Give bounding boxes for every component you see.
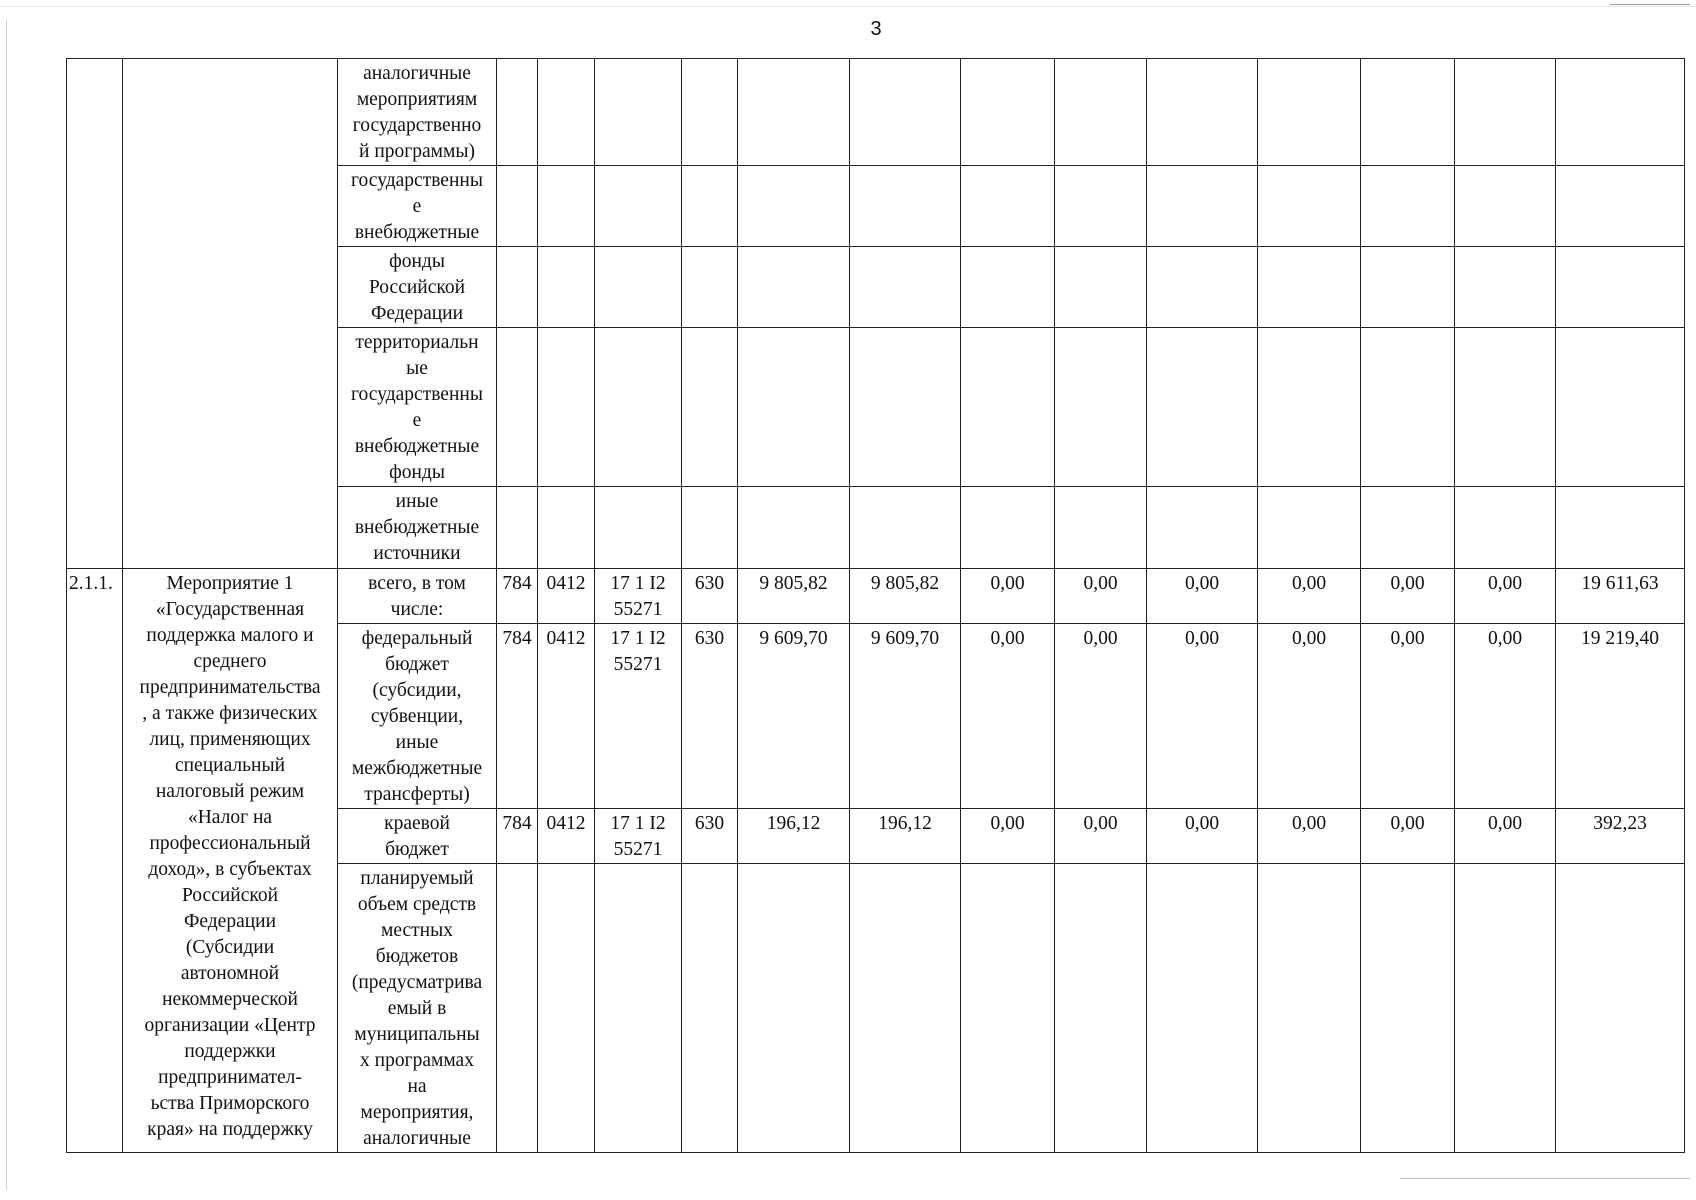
empty-cell [1147,487,1258,569]
expense-type-code: 630 [682,624,738,809]
empty-cell [850,864,961,1153]
value-cell: 0,00 [1258,624,1361,809]
empty-cell [738,247,850,328]
empty-cell [497,59,538,166]
empty-cell [595,487,682,569]
scan-artifact-top-right [1610,4,1690,5]
empty-cell [682,328,738,487]
empty-cell [595,864,682,1153]
measure-name: Мероприятие 1 «Государственная поддержка малого и среднего предпринимательства , а также физических лиц, применяющих специальный налоговый режим «Налог на профессиональный доход», в субъектах Российской Федерации (Субсидии автономной некоммерческой организации «Центр поддержки предпринимател- ьства Приморского края» на поддержку [123,569,338,1153]
empty-cell [961,328,1055,487]
target-article-code: 17 1 I2 55271 [595,809,682,864]
empty-cell [1361,59,1455,166]
value-cell: 0,00 [1455,569,1556,624]
funding-source: всего, в том числе: [338,569,497,624]
empty-cell [961,59,1055,166]
empty-cell [1455,864,1556,1153]
value-cell: 196,12 [738,809,850,864]
section-code: 0412 [538,569,595,624]
value-cell: 0,00 [1455,809,1556,864]
scan-artifact-top [0,6,1696,7]
empty-cell [1258,864,1361,1153]
grbs-code: 784 [497,809,538,864]
empty-cell [1147,247,1258,328]
grbs-code: 784 [497,624,538,809]
empty-cell [497,166,538,247]
empty-cell [1455,487,1556,569]
empty-cell [1055,328,1147,487]
empty-cell [538,59,595,166]
funding-source: территориальн ые государственны е внебюджетные фонды [338,328,497,487]
empty-cell [595,59,682,166]
empty-cell [1055,59,1147,166]
empty-cell [1455,328,1556,487]
section-code: 0412 [538,624,595,809]
empty-cell [497,328,538,487]
empty-cell [682,166,738,247]
value-cell: 9 805,82 [850,569,961,624]
value-cell: 0,00 [1147,809,1258,864]
empty-cell [1556,166,1685,247]
empty-cell [497,487,538,569]
empty-cell [961,166,1055,247]
empty-cell [850,166,961,247]
empty-cell [1147,328,1258,487]
funding-source: краевой бюджет [338,809,497,864]
funding-source: фонды Российской Федерации [338,247,497,328]
value-cell: 0,00 [1147,569,1258,624]
empty-cell [497,864,538,1153]
measure-name-cell [123,59,338,569]
value-cell: 0,00 [961,809,1055,864]
funding-source: аналогичные мероприятиям государственно й программы) [338,59,497,166]
empty-cell [1258,247,1361,328]
empty-cell [850,247,961,328]
empty-cell [961,864,1055,1153]
empty-cell [1556,487,1685,569]
empty-cell [738,166,850,247]
empty-cell [1361,328,1455,487]
empty-cell [1147,59,1258,166]
funding-source: планируемый объем средств местных бюджетов (предусматрива емый в муниципальны х программах на мероприятия, аналогичные [338,864,497,1153]
value-cell: 0,00 [1055,624,1147,809]
value-cell: 0,00 [961,569,1055,624]
value-cell: 0,00 [1455,624,1556,809]
section-code: 0412 [538,809,595,864]
measure-number: 2.1.1. [67,569,123,1153]
empty-cell [738,864,850,1153]
empty-cell [538,166,595,247]
value-cell: 9 805,82 [738,569,850,624]
total-cell: 392,23 [1556,809,1685,864]
empty-cell [538,247,595,328]
scan-artifact-left [6,20,7,1190]
empty-cell [1055,864,1147,1153]
expense-type-code: 630 [682,569,738,624]
empty-cell [682,247,738,328]
row-number-cell [67,59,123,569]
empty-cell [595,166,682,247]
table-row [67,569,1685,624]
value-cell: 0,00 [961,624,1055,809]
empty-cell [1361,166,1455,247]
empty-cell [1055,487,1147,569]
empty-cell [850,328,961,487]
value-cell: 0,00 [1055,809,1147,864]
empty-cell [1556,59,1685,166]
page-number: 3 [870,18,882,40]
budget-table [66,58,1685,1153]
empty-cell [1147,864,1258,1153]
empty-cell [1258,166,1361,247]
empty-cell [1147,166,1258,247]
total-cell: 19 611,63 [1556,569,1685,624]
total-cell: 19 219,40 [1556,624,1685,809]
value-cell: 0,00 [1361,809,1455,864]
value-cell: 0,00 [1361,569,1455,624]
value-cell: 9 609,70 [850,624,961,809]
value-cell: 0,00 [1361,624,1455,809]
empty-cell [738,59,850,166]
funding-source: государственны е внебюджетные [338,166,497,247]
value-cell: 9 609,70 [738,624,850,809]
empty-cell [1556,864,1685,1153]
empty-cell [682,59,738,166]
empty-cell [850,487,961,569]
empty-cell [961,487,1055,569]
empty-cell [1455,247,1556,328]
empty-cell [961,247,1055,328]
empty-cell [1258,328,1361,487]
empty-cell [1455,59,1556,166]
empty-cell [850,59,961,166]
empty-cell [738,328,850,487]
funding-source: иные внебюджетные источники [338,487,497,569]
empty-cell [1361,864,1455,1153]
empty-cell [1258,59,1361,166]
expense-type-code: 630 [682,809,738,864]
value-cell: 0,00 [1055,569,1147,624]
empty-cell [1258,487,1361,569]
empty-cell [682,487,738,569]
value-cell: 0,00 [1147,624,1258,809]
empty-cell [1361,487,1455,569]
empty-cell [682,864,738,1153]
scan-artifact-bottom [1400,1178,1690,1179]
empty-cell [1455,166,1556,247]
target-article-code: 17 1 I2 55271 [595,624,682,809]
value-cell: 0,00 [1258,809,1361,864]
empty-cell [538,864,595,1153]
grbs-code: 784 [497,569,538,624]
empty-cell [538,328,595,487]
empty-cell [497,247,538,328]
table-row [67,59,1685,166]
empty-cell [1556,328,1685,487]
empty-cell [595,247,682,328]
empty-cell [538,487,595,569]
empty-cell [1055,166,1147,247]
empty-cell [1556,247,1685,328]
value-cell: 196,12 [850,809,961,864]
empty-cell [595,328,682,487]
empty-cell [1055,247,1147,328]
funding-source: федеральный бюджет (субсидии, субвенции, иные межбюджетные трансферты) [338,624,497,809]
value-cell: 0,00 [1258,569,1361,624]
empty-cell [738,487,850,569]
empty-cell [1361,247,1455,328]
target-article-code: 17 1 I2 55271 [595,569,682,624]
